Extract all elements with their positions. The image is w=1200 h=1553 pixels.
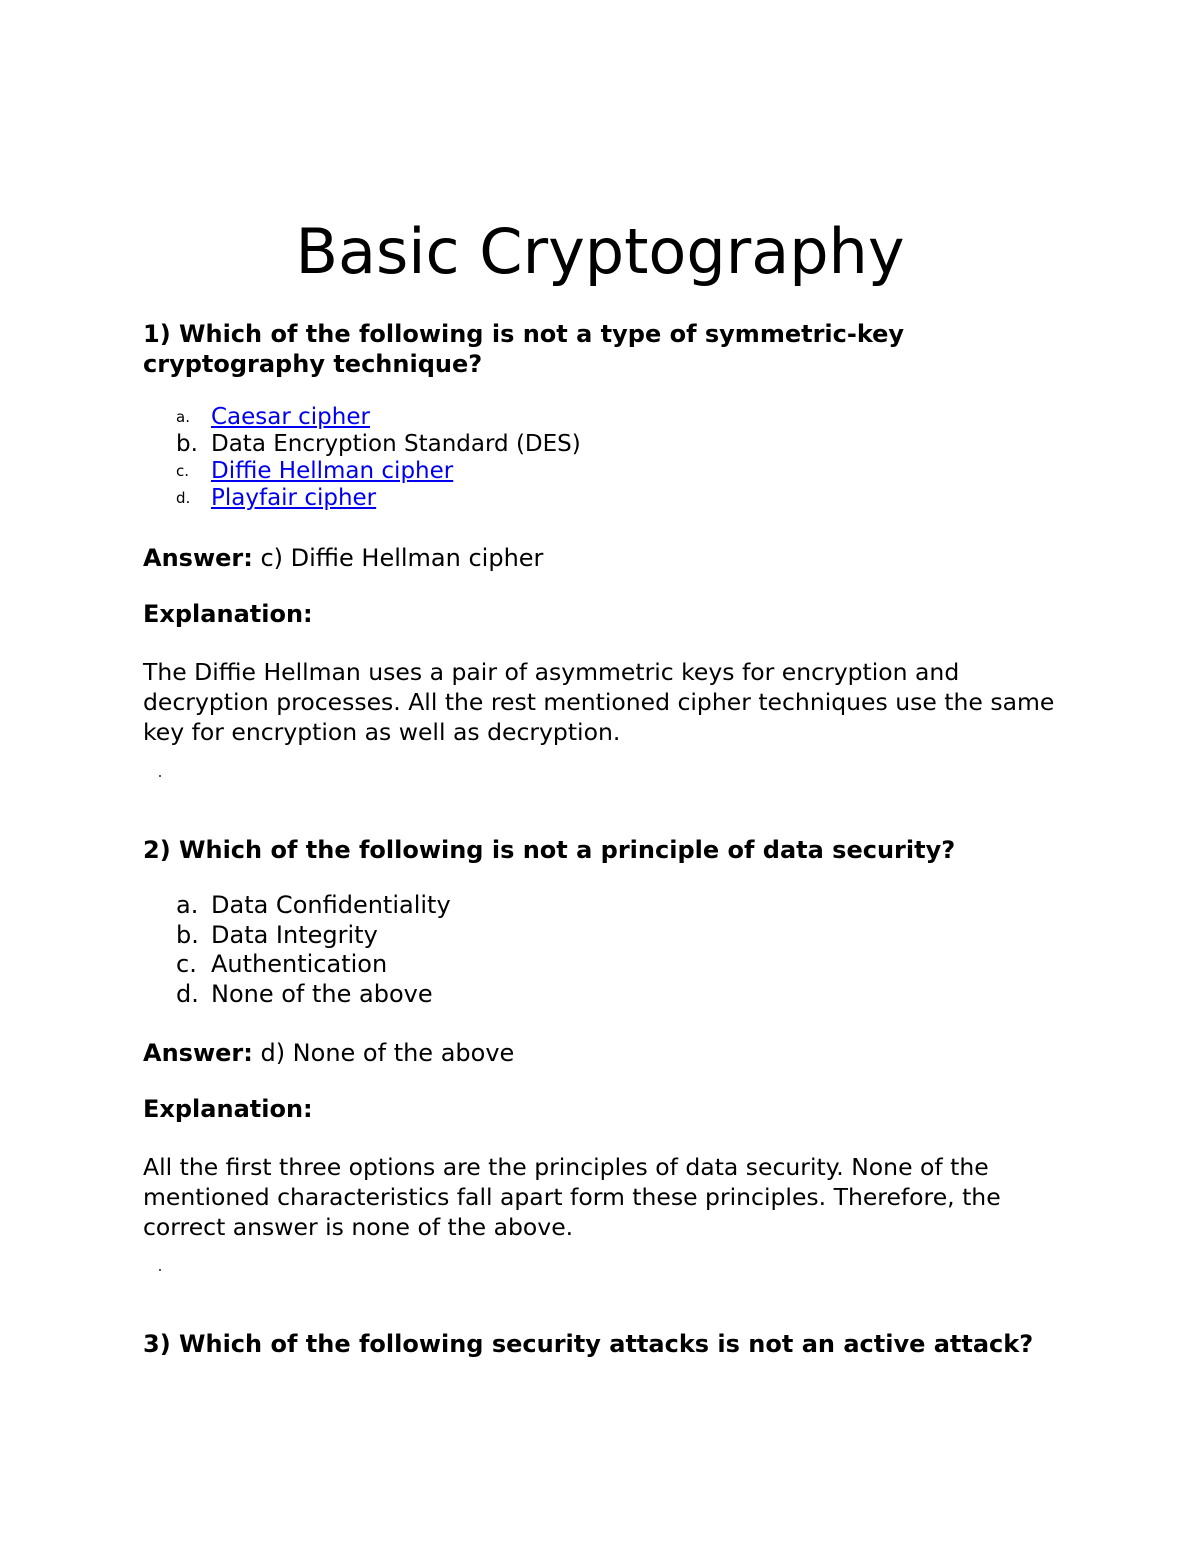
answer-text: c) Diffie Hellman cipher (252, 544, 544, 572)
option-text: None of the above (211, 979, 433, 1008)
question-1: 1) Which of the following is not a type of symmetric-key cryptography technique? (143, 320, 905, 378)
answer-2 (143, 1038, 514, 1068)
question-3: 3) Which of the following security attacks is not an active attack? (143, 1330, 1034, 1358)
option-text: Data Encryption Standard (DES) (211, 431, 581, 457)
answer-label: Answer: (143, 1039, 253, 1067)
answer-label: Answer: (143, 544, 253, 572)
option-text: Authentication (211, 950, 388, 978)
option-letter: d. (176, 979, 199, 1008)
bullet-dot (159, 775, 161, 777)
option-letter: a. (176, 891, 199, 919)
explanation-2: All the first three options are the principles of data security. None of the mentioned characteristics fall apart form these principles. Therefore, the correct answer is none of the above. (143, 1153, 1001, 1241)
option-text: Data Integrity (211, 920, 378, 949)
playfair-cipher-link[interactable]: Playfair cipher (211, 485, 377, 511)
bullet-dot (159, 1269, 161, 1271)
answer-1 (143, 543, 543, 573)
explanation-1-heading: Explanation: (143, 600, 313, 628)
explanation-1: The Diffie Hellman uses a pair of asymmetric keys for encryption and decryption processes. All the rest mentioned cipher techniques use the same key for encryption as well as decryption. (143, 658, 1055, 746)
answer-text: d) None of the above (252, 1039, 515, 1067)
question-2: 2) Which of the following is not a principle of data security? (143, 836, 956, 864)
explanation-2-heading: Explanation: (143, 1095, 313, 1123)
option-letter: c. (176, 462, 190, 480)
caesar-cipher-link[interactable]: Caesar cipher (211, 404, 370, 430)
page-title: Basic Cryptography (295, 215, 905, 288)
option-letter: d. (176, 489, 191, 507)
option-letter: c. (176, 950, 197, 978)
diffie-hellman-cipher-link[interactable]: Diffie Hellman cipher (211, 458, 454, 484)
option-text: Data Confidentiality (211, 891, 451, 919)
option-letter: b. (176, 920, 199, 949)
option-letter: a. (176, 408, 190, 426)
option-letter: b. (176, 431, 198, 457)
